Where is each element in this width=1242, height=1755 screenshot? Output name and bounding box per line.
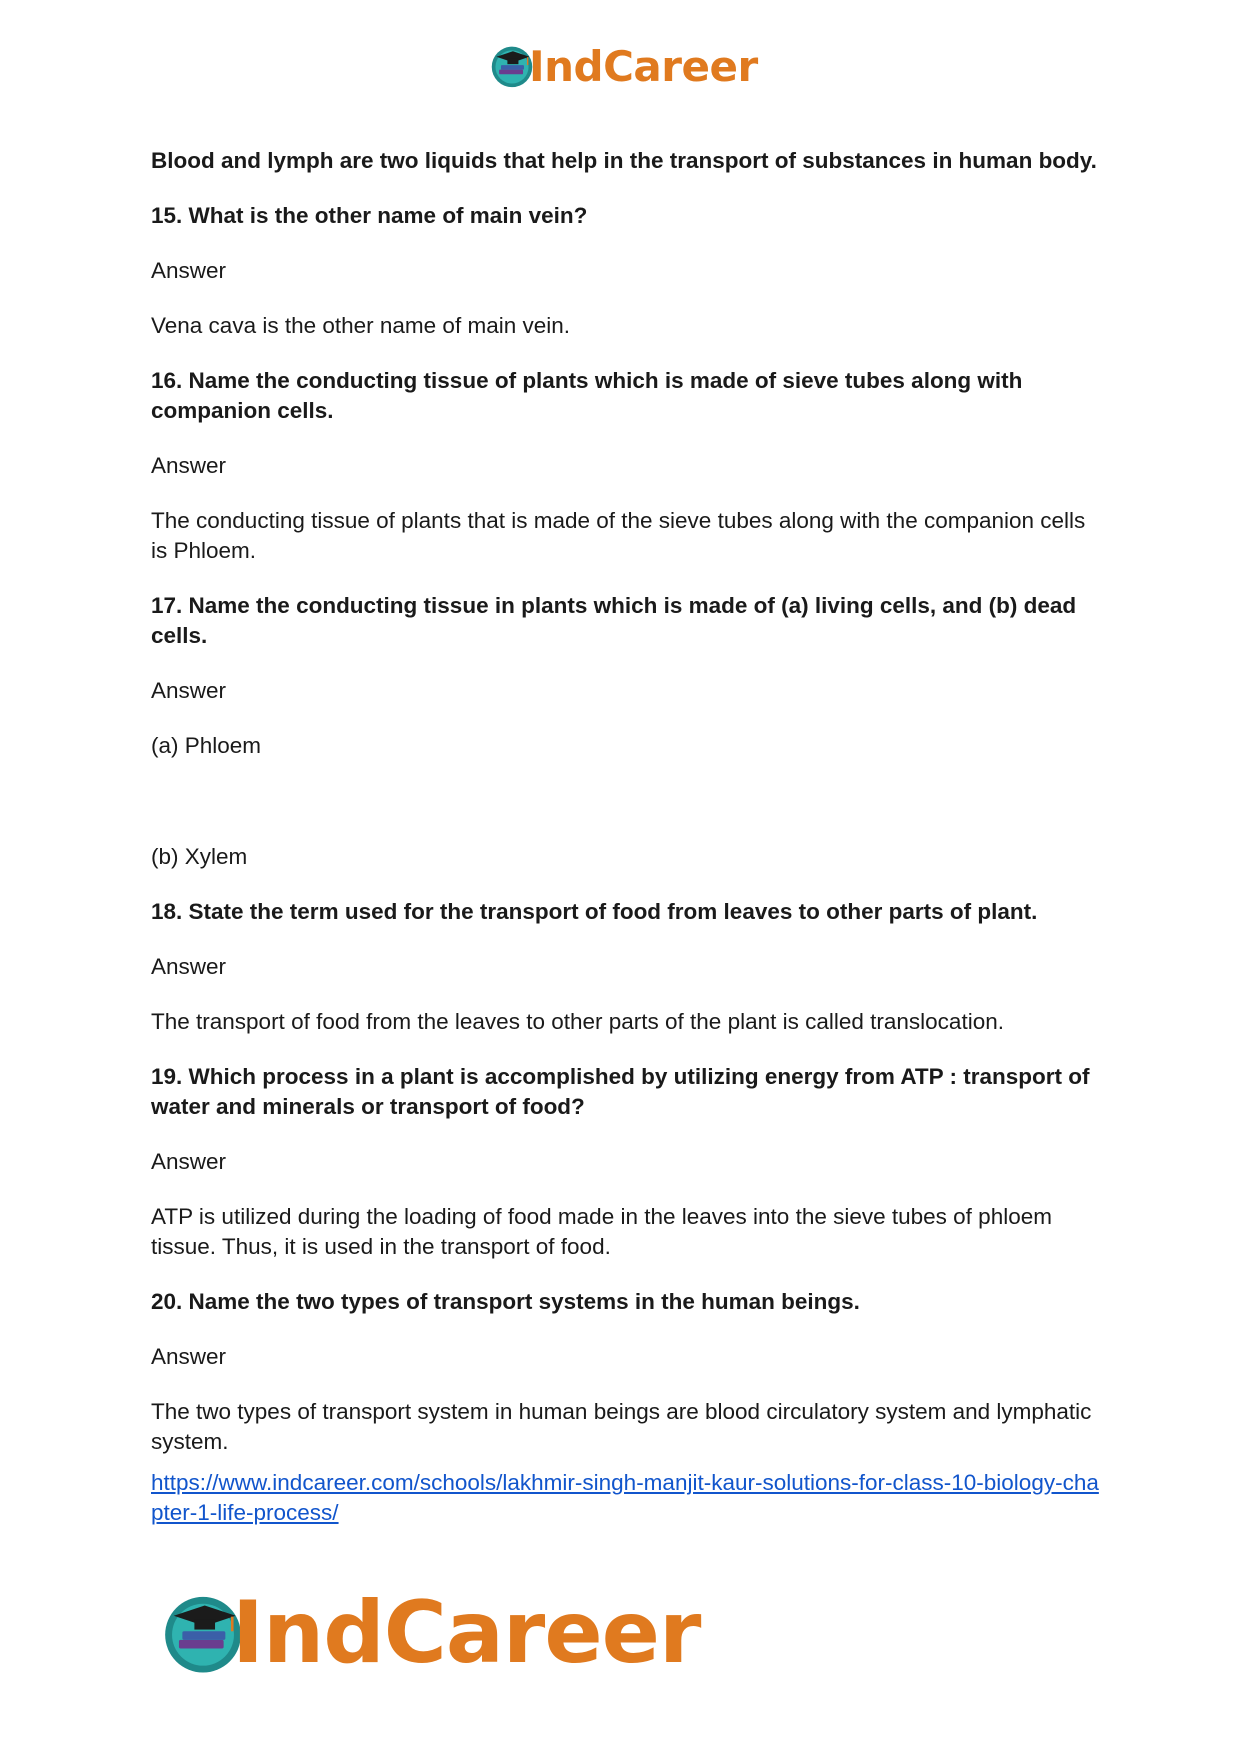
footer-logo <box>160 1585 700 1681</box>
answer-label-19: Answer <box>151 1149 227 1174</box>
question-19: 19. Which process in a plant is accomplished by utilizing energy from ATP : transport of water and minerals or transport of food? <box>151 1064 1090 1119</box>
header-logo-text: IndCareer <box>529 41 758 91</box>
source-link[interactable]: https://www.indcareer.com/schools/lakhmir-singh-manjit-kaur-solutions-for-class-10-biology-chapter-1-life-process/ <box>151 1470 1099 1525</box>
answer-label-20: Answer <box>151 1344 227 1369</box>
answer-label-18: Answer <box>151 954 227 979</box>
question-16: 16. Name the conducting tissue of plants which is made of sieve tubes along with companion cells. <box>151 368 1023 423</box>
header-logo <box>489 40 758 92</box>
document-body <box>151 146 1101 1553</box>
answer-label-17: Answer <box>151 678 227 703</box>
footer-logo-text: IndCareer <box>232 1583 701 1683</box>
answer-18: The transport of food from the leaves to other parts of the plant is called translocation. <box>151 1009 1004 1034</box>
answer-17a: (a) Phloem <box>151 733 262 758</box>
answer-16: The conducting tissue of plants that is made of the sieve tubes along with the companion cells is Phloem. <box>151 508 1086 563</box>
answer-19: ATP is utilized during the loading of food made in the leaves into the sieve tubes of phloem tissue. Thus, it is used in the transport of food. <box>151 1204 1052 1259</box>
answer-17b: (b) Xylem <box>151 844 248 869</box>
question-17: 17. Name the conducting tissue in plants which is made of (a) living cells, and (b) dead cells. <box>151 593 1077 648</box>
blank-space <box>151 786 1101 842</box>
intro-paragraph: Blood and lymph are two liquids that help in the transport of substances in human body. <box>151 148 1097 173</box>
question-20: 20. Name the two types of transport systems in the human beings. <box>151 1289 860 1314</box>
answer-label-15: Answer <box>151 258 227 283</box>
question-18: 18. State the term used for the transport of food from leaves to other parts of plant. <box>151 899 1038 924</box>
answer-15: Vena cava is the other name of main vein. <box>151 313 570 338</box>
question-15: 15. What is the other name of main vein? <box>151 203 588 228</box>
answer-20: The two types of transport system in human beings are blood circulatory system and lymphatic system. <box>151 1399 1092 1454</box>
answer-label-16: Answer <box>151 453 227 478</box>
